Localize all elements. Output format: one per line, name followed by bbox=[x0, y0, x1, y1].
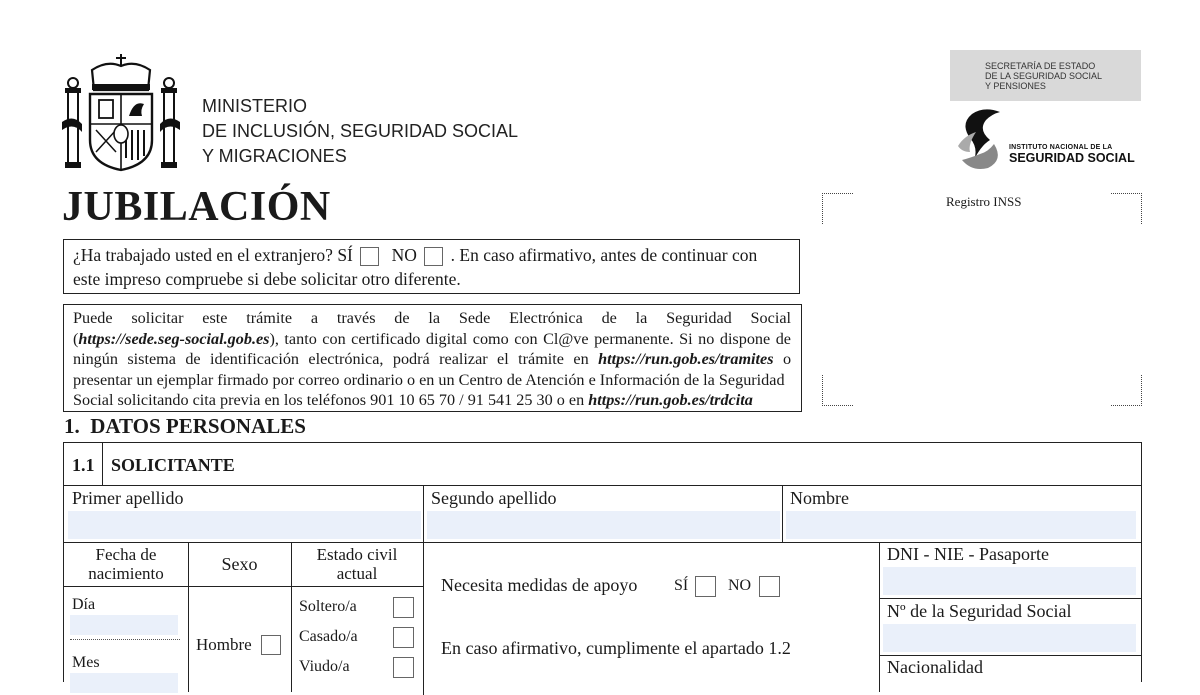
coat-of-arms-logo bbox=[62, 52, 180, 174]
secretaria-line-2: DE LA SEGURIDAD SOCIAL bbox=[985, 71, 1103, 81]
extranjero-no-checkbox[interactable] bbox=[424, 247, 443, 266]
casado-checkbox[interactable] bbox=[393, 627, 414, 648]
sexo-header: Sexo bbox=[221, 554, 258, 574]
info-paren-open: ( bbox=[73, 329, 79, 348]
info-line-5-text: Social solicitando cita previa en los teléfonos 901 10 65 70 / 91 541 25 30 o en bbox=[73, 391, 585, 409]
estado-line-2: actual bbox=[336, 564, 378, 583]
info-line-2 bbox=[73, 329, 791, 350]
section-1-title: 1. DATOS PERSONALES bbox=[64, 414, 306, 438]
dia-label: Día bbox=[72, 596, 96, 613]
extranjero-no-label: NO bbox=[391, 245, 417, 265]
info-line-3 bbox=[73, 349, 791, 370]
info-line-3-o: o bbox=[782, 350, 792, 368]
extranjero-yes-label: SÍ bbox=[337, 245, 353, 265]
inss-logo bbox=[950, 106, 1140, 176]
segundo-apellido-label: Segundo apellido bbox=[431, 488, 557, 508]
viudo-label: Viudo/a bbox=[299, 658, 350, 675]
inss-s-icon bbox=[950, 106, 1010, 176]
info-line-5 bbox=[73, 390, 791, 411]
inss-small-text: INSTITUTO NACIONAL DE LA bbox=[1009, 144, 1113, 151]
apoyo-note: En caso afirmativo, cumplimente el apartado 1.2 bbox=[441, 638, 791, 658]
primer-apellido-label: Primer apellido bbox=[72, 488, 184, 508]
apoyo-no-checkbox[interactable] bbox=[759, 576, 780, 597]
dia-input[interactable] bbox=[70, 615, 178, 635]
nss-input[interactable] bbox=[883, 624, 1136, 652]
apoyo-label: Necesita medidas de apoyo bbox=[441, 575, 638, 595]
casado-label: Casado/a bbox=[299, 628, 358, 645]
registro-label: Registro INSS bbox=[946, 194, 1022, 209]
fecha-line-2: nacimiento bbox=[88, 564, 164, 583]
segundo-apellido-input[interactable] bbox=[427, 511, 780, 539]
primer-apellido-input[interactable] bbox=[68, 511, 421, 539]
secretaria-line-1: SECRETARÍA DE ESTADO bbox=[985, 61, 1096, 71]
mes-label: Mes bbox=[72, 654, 100, 671]
soltero-checkbox[interactable] bbox=[393, 597, 414, 618]
info-line-2-rest: ), tanto con certificado digital como con Cl@ve permanente. Si no dispone de bbox=[269, 329, 791, 348]
dni-label: DNI - NIE - Pasaporte bbox=[887, 544, 1049, 564]
nss-label: Nº de la Seguridad Social bbox=[887, 601, 1072, 621]
cita-link[interactable]: https://run.gob.es/trdcita bbox=[588, 391, 753, 409]
subsection-title: SOLICITANTE bbox=[111, 455, 235, 475]
ministry-line-3: Y MIGRACIONES bbox=[202, 146, 347, 166]
extranjero-question: ¿Ha trabajado usted en el extranjero? bbox=[73, 245, 333, 265]
datos-personales-table bbox=[63, 442, 1142, 682]
inss-big-text: SEGURIDAD SOCIAL bbox=[1009, 151, 1135, 165]
subsection-number: 1.1 bbox=[72, 455, 95, 475]
form-title: JUBILACIÓN bbox=[62, 184, 331, 230]
apoyo-si-label: SÍ bbox=[674, 577, 689, 594]
extranjero-box bbox=[63, 239, 800, 294]
extranjero-line-2: este impreso compruebe si debe solicitar otro diferente. bbox=[73, 269, 461, 289]
tramites-link[interactable]: https://run.gob.es/tramites bbox=[598, 350, 774, 368]
fecha-line-1: Fecha de bbox=[95, 545, 157, 564]
sede-link[interactable]: https://sede.seg-social.gob.es bbox=[78, 329, 270, 348]
ministry-line-2: DE INCLUSIÓN, SEGURIDAD SOCIAL bbox=[202, 121, 519, 141]
info-box bbox=[63, 304, 802, 412]
info-line-1: Puede solicitar este trámite a través de la Sede Electrónica de la Seguridad Social bbox=[73, 309, 791, 327]
registro-stamp-area bbox=[822, 193, 1142, 406]
extranjero-rest: . En caso afirmativo, antes de continuar con bbox=[450, 245, 758, 265]
apoyo-si-checkbox[interactable] bbox=[695, 576, 716, 597]
secretaria-badge bbox=[950, 50, 1141, 101]
estado-civil-header bbox=[291, 545, 423, 583]
secretaria-line-3: Y PENSIONES bbox=[985, 81, 1046, 91]
dni-input[interactable] bbox=[883, 567, 1136, 595]
mes-input[interactable] bbox=[70, 673, 178, 693]
ministry-line-1: MINISTERIO bbox=[202, 96, 308, 116]
info-line-4: presentar un ejemplar firmado por correo ordinario o en un Centro de Atención e Información de la Seguridad bbox=[73, 370, 785, 389]
nombre-label: Nombre bbox=[790, 488, 849, 508]
hombre-checkbox[interactable] bbox=[261, 635, 281, 655]
soltero-label: Soltero/a bbox=[299, 598, 357, 615]
extranjero-yes-checkbox[interactable] bbox=[360, 247, 379, 266]
apoyo-no-label: NO bbox=[728, 577, 752, 594]
hombre-label: Hombre bbox=[196, 635, 252, 654]
nacionalidad-label: Nacionalidad bbox=[887, 657, 983, 677]
ministry-name bbox=[202, 94, 518, 169]
nombre-input[interactable] bbox=[786, 511, 1136, 539]
estado-line-1: Estado civil bbox=[316, 545, 398, 564]
fecha-nacimiento-header bbox=[64, 545, 188, 583]
info-line-3-text: ningún sistema de identificación electrónica, podrá realizar el trámite en bbox=[73, 350, 589, 368]
